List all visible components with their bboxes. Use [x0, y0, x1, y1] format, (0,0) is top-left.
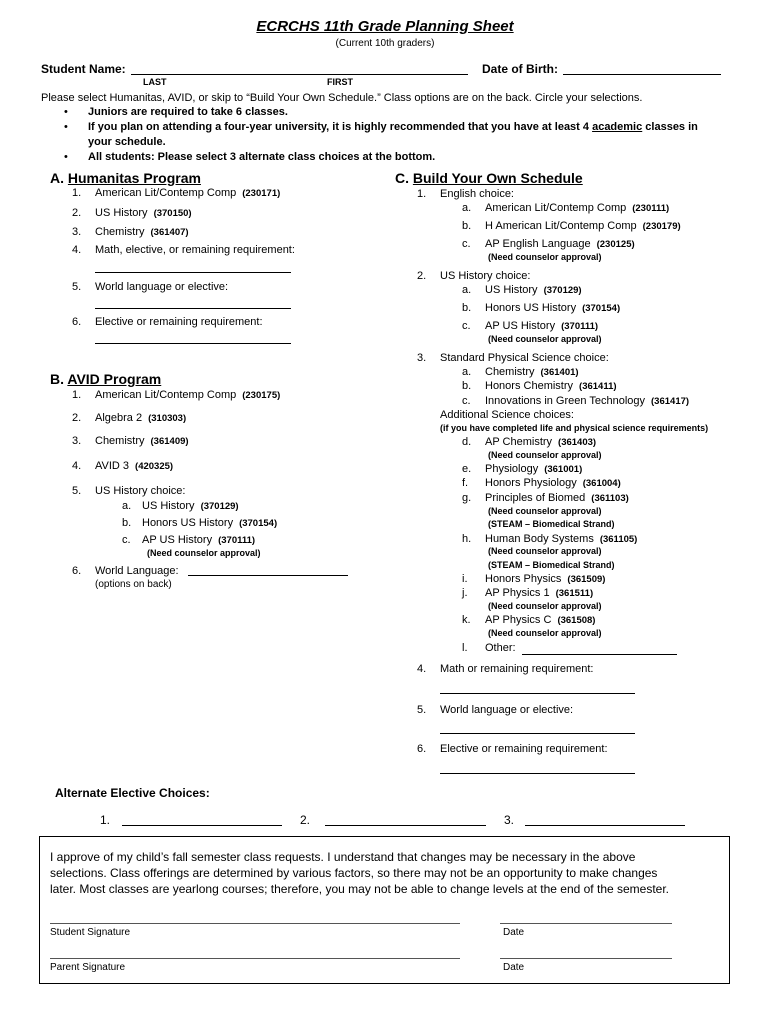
history-option — [485, 284, 582, 296]
instruction-bullet-1: Juniors are required to take 6 classes. — [88, 106, 288, 118]
additional-science-option-code: (361004) — [582, 478, 621, 489]
student-name-field[interactable] — [131, 62, 468, 75]
science-letter: a. — [462, 366, 472, 378]
last-name-label: LAST — [143, 77, 167, 87]
byos-item-num: 2. — [417, 270, 427, 282]
avid-history-option — [142, 500, 239, 512]
math-requirement-label: Math or remaining requirement: — [440, 663, 594, 675]
instruction-bullet-3: All students: Please select 3 alternate class choices at the bottom. — [88, 151, 436, 163]
byos-language-field[interactable] — [440, 723, 635, 734]
additional-science-option-code: (361509) — [567, 574, 606, 585]
history-letter: b. — [462, 302, 472, 314]
dob-field[interactable] — [563, 62, 721, 75]
counselor-approval-note: (Need counselor approval) — [488, 450, 602, 460]
steam-note: (STEAM – Biomedical Strand) — [488, 560, 615, 570]
student-date-field[interactable] — [500, 923, 672, 924]
counselor-approval-note: (Need counselor approval) — [488, 506, 602, 516]
additional-science-option-text: Honors Physics — [485, 573, 562, 585]
english-option-text: AP English Language — [485, 238, 591, 250]
additional-science-label: Additional Science choices: — [440, 409, 574, 421]
avid-history-option — [142, 517, 277, 529]
avid-history-option-code: (370154) — [239, 518, 278, 529]
byos-item-num: 4. — [417, 663, 427, 675]
additional-science-letter: h. — [462, 533, 472, 545]
byos-heading: C. Build Your Own Schedule — [395, 170, 583, 186]
additional-science-option — [485, 492, 629, 504]
science-option — [485, 395, 689, 407]
avid-item-code: (361409) — [150, 436, 189, 447]
avid-history-letter: b. — [122, 517, 132, 529]
byos-math-field[interactable] — [440, 683, 635, 694]
parent-date-label: Date — [503, 962, 525, 973]
avid-history-option-code: (370129) — [200, 501, 239, 512]
science-option-code: (361417) — [651, 396, 690, 407]
additional-science-letter: k. — [462, 614, 471, 626]
avid-item-code: (230175) — [242, 390, 281, 401]
humanitas-item — [95, 207, 192, 219]
avid-item — [95, 460, 173, 472]
humanitas-item-text: Chemistry — [95, 226, 145, 238]
humanitas-item-num: 3. — [72, 226, 82, 238]
avid-item — [95, 435, 189, 447]
humanitas-item — [95, 281, 234, 293]
avid-history-letter: c. — [122, 534, 131, 546]
history-option — [485, 320, 598, 332]
english-option-code: (230111) — [632, 203, 670, 214]
parent-signature-field[interactable] — [50, 958, 460, 959]
avid-history-option-text: US History — [142, 500, 195, 512]
english-option-code: (230179) — [642, 221, 681, 232]
counselor-approval-note: (Need counselor approval) — [488, 546, 602, 556]
additional-science-option — [485, 642, 522, 654]
additional-science-letter: i. — [462, 573, 468, 585]
page-title: ECRCHS 11th Grade Planning Sheet — [256, 18, 514, 35]
additional-science-option — [485, 463, 582, 475]
additional-science-option-text: Physiology — [485, 463, 539, 475]
history-option-text: AP US History — [485, 320, 556, 332]
science-choice-label: Standard Physical Science choice: — [440, 352, 609, 364]
elective-requirement-label: Elective or remaining requirement: — [440, 743, 608, 755]
counselor-approval-note: (Need counselor approval) — [147, 548, 261, 558]
parent-date-field[interactable] — [500, 958, 672, 959]
science-option-text: Honors Chemistry — [485, 380, 574, 392]
avid-heading: B. AVID Program — [50, 371, 162, 387]
student-date-label: Date — [503, 927, 525, 938]
approval-text-3: later. Most classes are yearlong courses; therefore, you may not be able to change levels at the end of the semester. — [50, 882, 670, 896]
additional-science-note: (if you have completed life and physical science requirements) — [440, 423, 709, 433]
counselor-approval-note: (Need counselor approval) — [488, 628, 602, 638]
bullet-icon: • — [64, 106, 68, 118]
additional-science-letter: j. — [462, 587, 468, 599]
humanitas-item-text: World language or elective: — [95, 281, 229, 293]
alternate-choices-title: Alternate Elective Choices: — [55, 786, 210, 800]
additional-science-option — [485, 436, 596, 448]
humanitas-item-num: 1. — [72, 187, 82, 199]
additional-science-option-code: (361508) — [557, 615, 596, 626]
parent-signature-label: Parent Signature — [50, 962, 126, 973]
additional-science-option-text: Principles of Biomed — [485, 492, 586, 504]
avid-item-num: 1. — [72, 389, 82, 401]
history-option-code: (370111) — [561, 321, 599, 332]
avid-history-option — [142, 534, 255, 546]
humanitas-item-num: 6. — [72, 316, 82, 328]
science-letter: b. — [462, 380, 472, 392]
english-option-text: H American Lit/Contemp Comp — [485, 220, 637, 232]
english-option — [485, 238, 635, 250]
avid-item — [95, 389, 280, 401]
avid-item-code: (420325) — [135, 461, 174, 472]
english-option — [485, 202, 669, 214]
additional-science-option-text: AP Physics 1 — [485, 587, 550, 599]
science-letter: c. — [462, 395, 471, 407]
additional-science-option — [485, 573, 605, 585]
additional-science-letter: g. — [462, 492, 472, 504]
counselor-approval-note: (Need counselor approval) — [488, 252, 602, 262]
history-letter: c. — [462, 320, 471, 332]
avid-history-option-text: Honors US History — [142, 517, 234, 529]
science-option-text: Chemistry — [485, 366, 535, 378]
steam-note: (STEAM – Biomedical Strand) — [488, 519, 615, 529]
avid-item-text: Algebra 2 — [95, 412, 143, 424]
avid-history-option-text: AP US History — [142, 534, 213, 546]
humanitas-math-field[interactable] — [95, 262, 291, 273]
humanitas-item-text: Math, elective, or remaining requirement: — [95, 244, 295, 256]
other-science-field[interactable] — [522, 644, 677, 655]
avid-item — [95, 412, 186, 424]
humanitas-item-text: American Lit/Contemp Comp — [95, 187, 237, 199]
student-signature-field[interactable] — [50, 923, 460, 924]
humanitas-item — [95, 226, 189, 238]
humanitas-elective-field[interactable] — [95, 333, 291, 344]
byos-elective-field[interactable] — [440, 763, 635, 774]
history-option-text: Honors US History — [485, 302, 577, 314]
additional-science-option-text: AP Chemistry — [485, 436, 553, 448]
additional-science-option — [485, 614, 595, 626]
english-option-text: American Lit/Contemp Comp — [485, 202, 627, 214]
avid-history-letter: a. — [122, 500, 132, 512]
humanitas-item-code: (230171) — [242, 188, 281, 199]
science-option — [485, 380, 617, 392]
humanitas-item-code: (361407) — [150, 227, 189, 238]
humanitas-language-field[interactable] — [95, 298, 291, 309]
additional-science-option-code: (361511) — [555, 588, 594, 599]
additional-science-option-code: (361103) — [591, 493, 629, 504]
additional-science-option-text: Other: — [485, 642, 516, 654]
avid-item-text: Chemistry — [95, 435, 145, 447]
byos-item-num: 1. — [417, 188, 427, 200]
humanitas-item-text: Elective or remaining requirement: — [95, 316, 263, 328]
student-signature-label: Student Signature — [50, 927, 131, 938]
additional-science-option-code: (361105) — [599, 534, 638, 545]
additional-science-letter: l. — [462, 642, 468, 654]
additional-science-option-code: (361001) — [544, 464, 583, 475]
science-option-text: Innovations in Green Technology — [485, 395, 646, 407]
history-choice-label: US History choice: — [440, 270, 531, 282]
history-option-text: US History — [485, 284, 538, 296]
english-option-code: (230125) — [596, 239, 635, 250]
counselor-approval-note: (Need counselor approval) — [488, 334, 602, 344]
history-option-code: (370154) — [582, 303, 621, 314]
english-option — [485, 220, 681, 232]
bullet-icon: • — [64, 121, 68, 133]
instruction-bullet-2: If you plan on attending a four-year university, it is highly recommended that you have at least 4 academic classes in — [88, 121, 698, 133]
counselor-approval-note: (Need counselor approval) — [488, 601, 602, 611]
avid-item-text: US History choice: — [95, 485, 186, 497]
alternate-num-3: 3. — [504, 813, 515, 827]
humanitas-item — [95, 187, 280, 199]
additional-science-option-text: Honors Physiology — [485, 477, 577, 489]
byos-item-num: 6. — [417, 743, 427, 755]
avid-item — [95, 565, 185, 577]
english-choice-label: English choice: — [440, 188, 514, 200]
avid-item — [95, 485, 191, 497]
dob-label: Date of Birth: — [482, 62, 558, 76]
avid-item-text: American Lit/Contemp Comp — [95, 389, 237, 401]
byos-item-num: 3. — [417, 352, 427, 364]
first-name-label: FIRST — [327, 77, 353, 87]
humanitas-item-num: 2. — [72, 207, 82, 219]
page-subtitle: (Current 10th graders) — [335, 38, 435, 49]
humanitas-heading: A. Humanitas Program — [50, 170, 201, 186]
humanitas-item — [95, 316, 269, 328]
additional-science-option-code: (361403) — [558, 437, 597, 448]
instruction-bullet-2-cont: your schedule. — [88, 136, 166, 148]
science-option-code: (361411) — [579, 381, 617, 392]
humanitas-item — [95, 244, 301, 256]
science-option — [485, 366, 579, 378]
approval-text-1: I approve of my child’s fall semester class requests. I understand that changes may be necessary in the above — [50, 850, 636, 864]
additional-science-option-text: Human Body Systems — [485, 533, 594, 545]
alternate-choice-2-field[interactable] — [325, 813, 486, 826]
additional-science-option — [485, 477, 621, 489]
avid-item-num: 3. — [72, 435, 82, 447]
avid-item-num: 5. — [72, 485, 82, 497]
humanitas-item-code: (370150) — [153, 208, 192, 219]
bullet-icon: • — [64, 151, 68, 163]
humanitas-item-num: 4. — [72, 244, 82, 256]
avid-item-num: 2. — [72, 412, 82, 424]
english-letter: c. — [462, 238, 471, 250]
byos-item-num: 5. — [417, 704, 427, 716]
world-language-label: World language or elective: — [440, 704, 574, 716]
history-option-code: (370129) — [543, 285, 582, 296]
avid-item-num: 6. — [72, 565, 82, 577]
avid-history-option-code: (370111) — [218, 535, 256, 546]
additional-science-option-text: AP Physics C — [485, 614, 552, 626]
history-option — [485, 302, 620, 314]
history-letter: a. — [462, 284, 472, 296]
science-option-code: (361401) — [540, 367, 579, 378]
additional-science-letter: d. — [462, 436, 472, 448]
avid-item-text: AVID 3 — [95, 460, 130, 472]
avid-world-language-field[interactable] — [188, 565, 348, 576]
humanitas-item-num: 5. — [72, 281, 82, 293]
additional-science-option — [485, 533, 637, 545]
avid-item-code: (310303) — [148, 413, 187, 424]
student-name-label: Student Name: — [41, 62, 126, 76]
alternate-choice-1-field[interactable] — [122, 813, 282, 826]
approval-text-2: selections. Class offerings are determined by various factors, so there may not be an opportunity to make changes — [50, 866, 658, 880]
alternate-choice-3-field[interactable] — [525, 813, 685, 826]
alternate-num-1: 1. — [100, 813, 111, 827]
additional-science-letter: e. — [462, 463, 472, 475]
avid-item-text: World Language: — [95, 565, 179, 577]
additional-science-option — [485, 587, 593, 599]
options-note: (options on back) — [95, 579, 172, 590]
additional-science-letter: f. — [462, 477, 469, 489]
english-letter: a. — [462, 202, 472, 214]
instructions-intro: Please select Humanitas, AVID, or skip to “Build Your Own Schedule.” Class options are on the back. Circle your selections. — [41, 92, 643, 104]
english-letter: b. — [462, 220, 472, 232]
humanitas-item-text: US History — [95, 207, 148, 219]
alternate-num-2: 2. — [300, 813, 311, 827]
avid-item-num: 4. — [72, 460, 82, 472]
